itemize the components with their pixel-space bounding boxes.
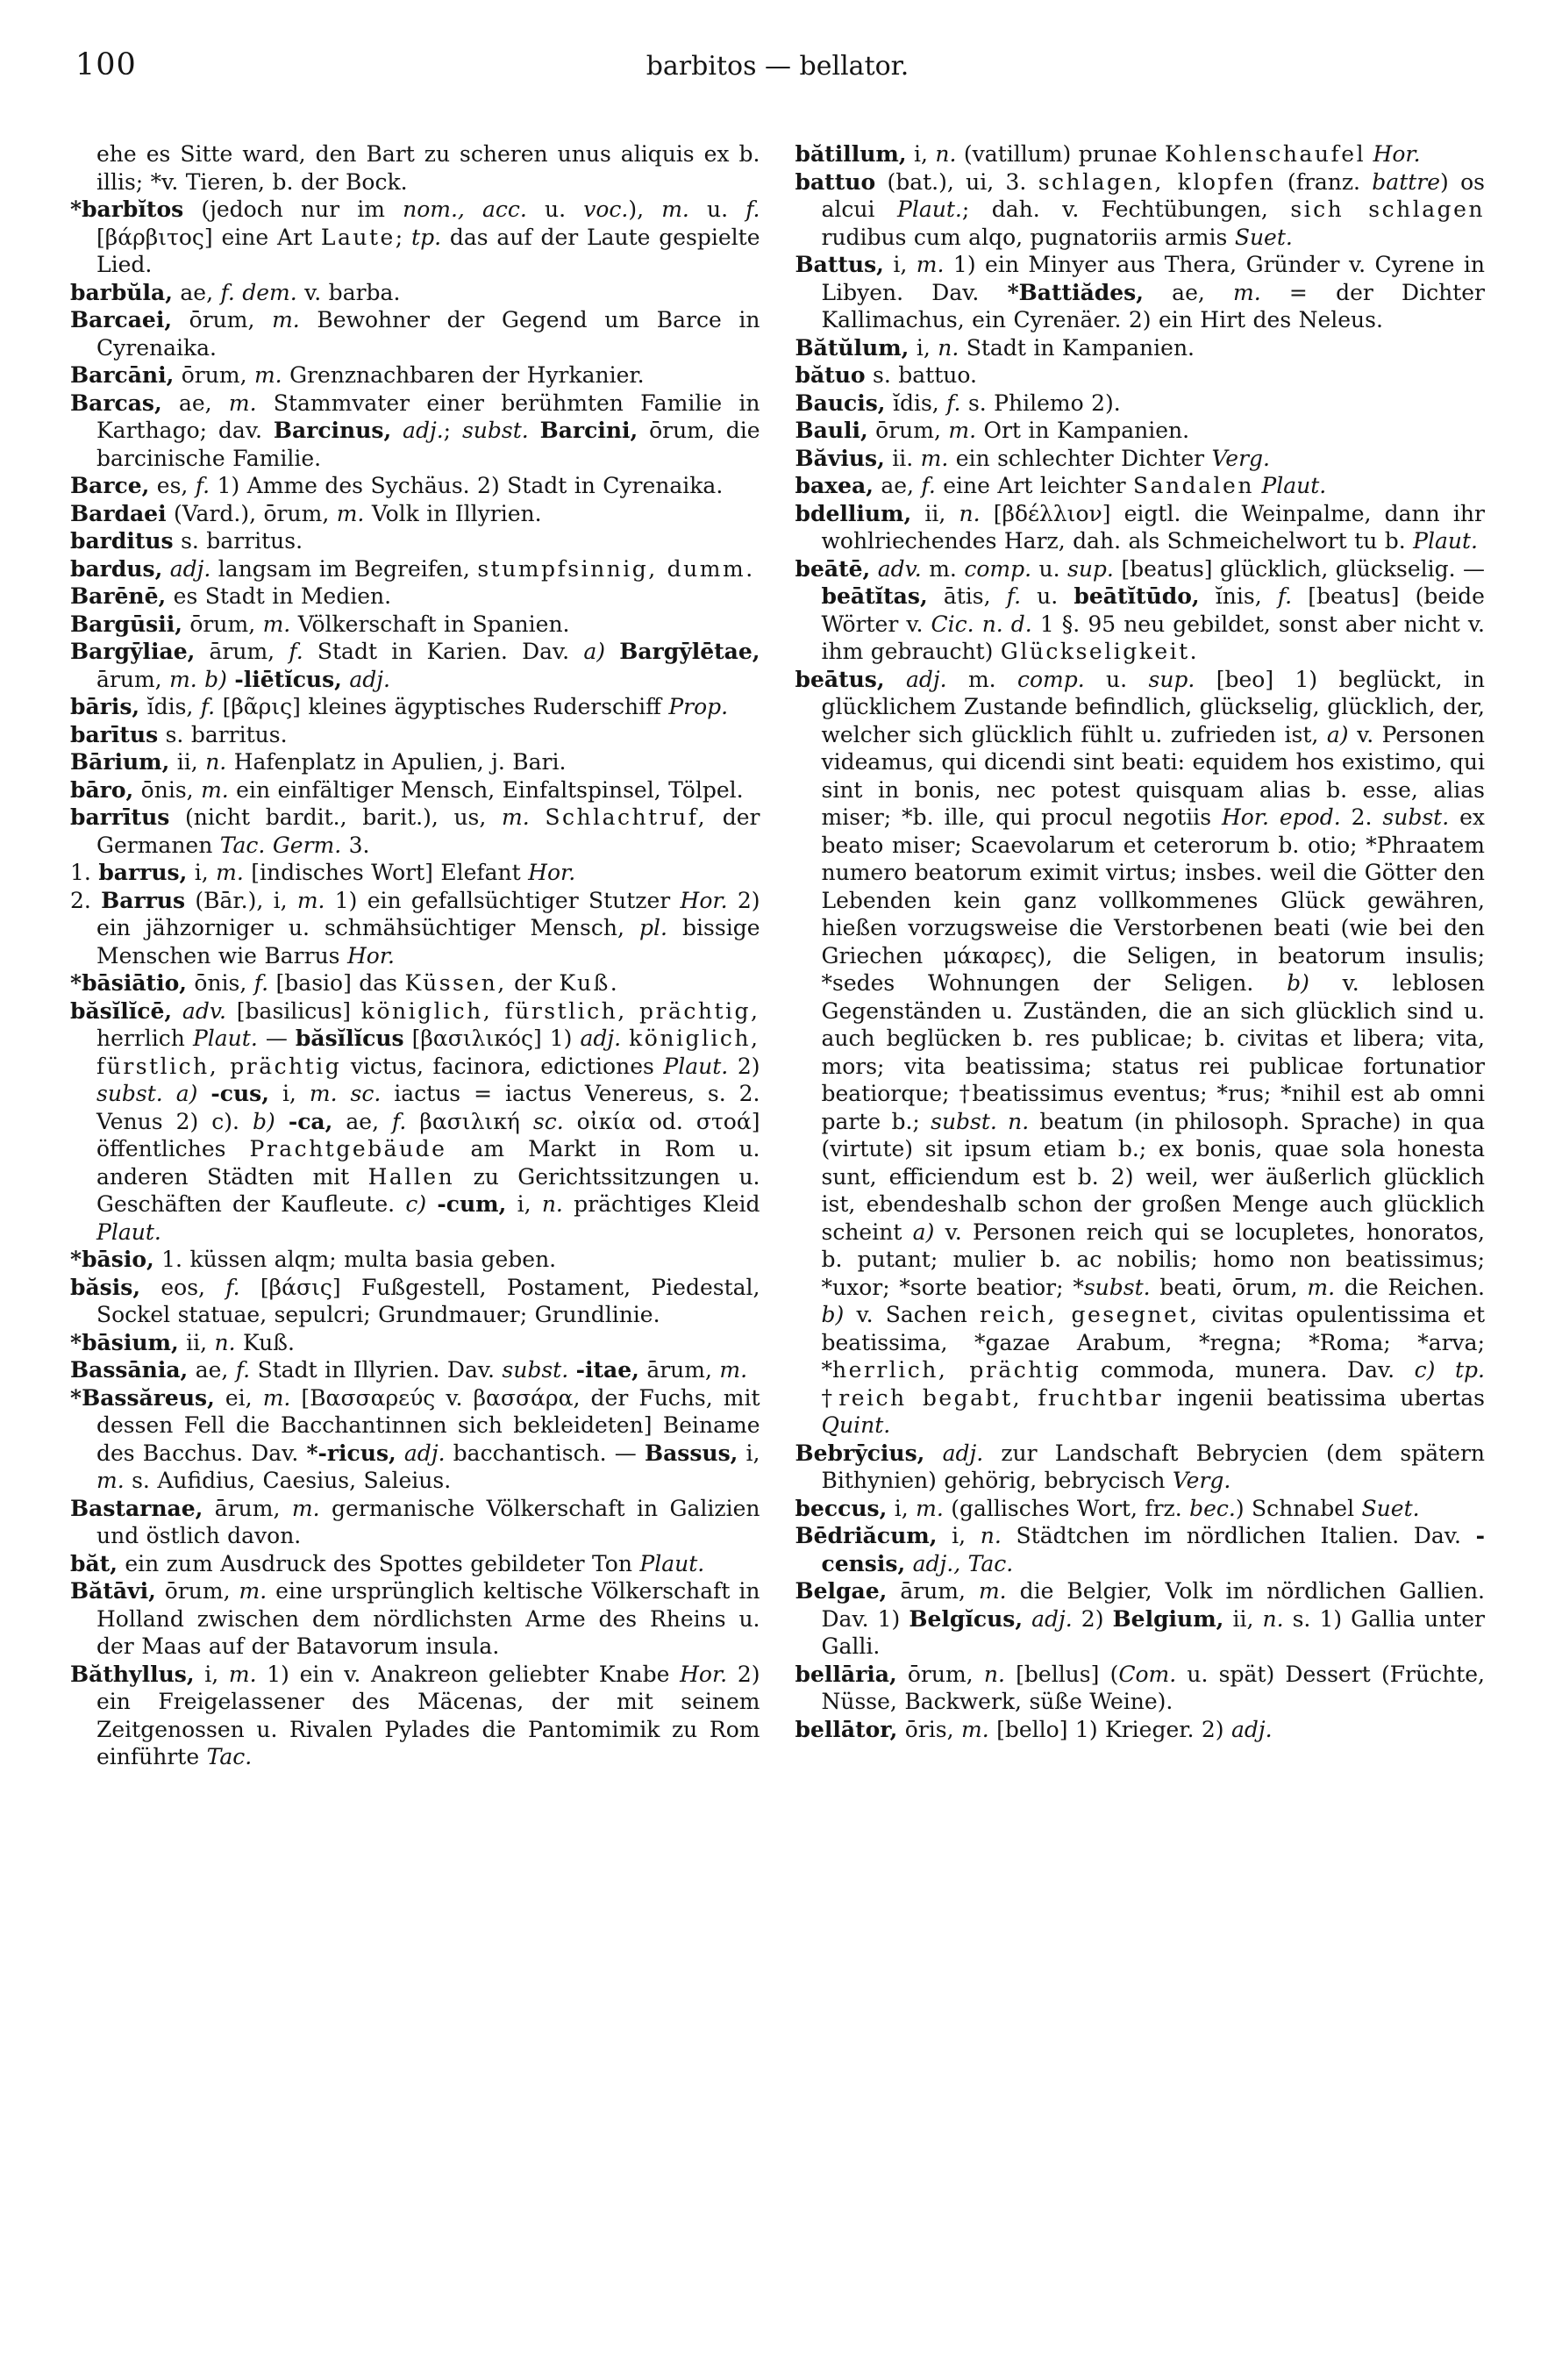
- dictionary-entry: Bătŭlum, i, n. Stadt in Kampanien.: [795, 334, 1195, 361]
- dictionary-entry: battuo (bat.), ui, 3. schlagen, klopfen (franz. battre) os alcui Plaut.; dah. v. Fechtübungen, sich schlagen rudibus cum alqo, pugnatoriis armis Suet.: [795, 168, 1485, 250]
- dictionary-entry: Bebrȳcius, adj. zur Landschaft Bebrycien (dem spätern Bithynien) gehörig, bebrycisch Verg.: [795, 1440, 1485, 1493]
- dictionary-entry: băt, ein zum Ausdruck des Spottes gebildeter Ton Plaut.: [70, 1550, 705, 1576]
- dictionary-entry: Belgae, ārum, m. die Belgier, Volk im nördlichen Gallien. Dav. 1) Belgĭcus, adj. 2) Belgium, ii, n. s. 1) Gallia unter Galli.: [795, 1578, 1485, 1659]
- dictionary-entry: barbŭla, ae, f. dem. v. barba.: [70, 279, 401, 305]
- column-left: [70, 140, 760, 2345]
- dictionary-entry: ehe es Sitte ward, den Bart zu scheren unus aliquis ex b. illis; *v. Tieren, b. der Bock.: [96, 141, 760, 195]
- dictionary-entry: Barcas, ae, m. Stammvater einer berühmten Familie in Karthago; dav. Barcinus, adj.; subst. Barcini, ōrum, die barcinische Familie.: [70, 390, 760, 471]
- dictionary-entry: Băvius, ii. m. ein schlechter Dichter Verg.: [795, 445, 1271, 471]
- dictionary-entry: Bastarnae, ārum, m. germanische Völkerschaft in Galizien und östlich davon.: [70, 1495, 760, 1548]
- dictionary-entry: Bargūsii, ōrum, m. Völkerschaft in Spanien.: [70, 611, 570, 637]
- dictionary-entry: bellāria, ōrum, n. [bellus] (Com. u. spät) Dessert (Früchte, Nüsse, Backwerk, süße Weine).: [795, 1661, 1485, 1714]
- dictionary-entry: Bargȳliae, ārum, f. Stadt in Karien. Dav. a) Bargȳlētae, ārum, m. b) -liētĭcus, adj.: [70, 639, 760, 692]
- dictionary-entry: băsis, eos, f. [βάσις] Fußgestell, Postament, Piedestal, Sockel statuae, sepulcri; Grundmauer; Grundlinie.: [70, 1274, 760, 1327]
- dictionary-entry: *Bassăreus, ei, m. [Βασσαρεύς v. βασσάρα, der Fuchs, mit dessen Fell die Bacchantinnen sich bekleideten] Beiname des Bacchus. Dav. *-ricus, adj. bacchantisch. — Bassus, i, m. s. Aufidius, Caesius, Saleius.: [70, 1384, 760, 1493]
- running-title: barbitos — bellator.: [646, 51, 909, 82]
- column-right: [795, 140, 1486, 2345]
- dictionary-entry: bāro, ōnis, m. ein einfältiger Mensch, Einfaltspinsel, Tölpel.: [70, 776, 744, 803]
- dictionary-entry: Barcāni, ōrum, m. Grenznachbaren der Hyrkanier.: [70, 362, 645, 388]
- dictionary-entry: Bardaei (Vard.), ōrum, m. Volk in Illyrien.: [70, 500, 542, 526]
- dictionary-entry: *bāsio, 1. küssen alqm; multa basia geben.: [70, 1247, 557, 1272]
- dictionary-entry: Battus, i, m. 1) ein Minyer aus Thera, Gründer v. Cyrene in Libyen. Dav. *Battiădes, ae, m. = der Dichter Kallimachus, ein Cyrenäer. 2) ein Hirt des Neleus.: [795, 252, 1485, 332]
- dictionary-entry: 1. barrus, i, m. [indisches Wort] Elefant Hor.: [70, 860, 576, 885]
- dictionary-entry: 2. Barrus (Bār.), i, m. 1) ein gefallsüchtiger Stutzer Hor. 2) ein jähzorniger u. schmähsüchtiger Mensch, pl. bissige Menschen wie Barrus Hor.: [70, 887, 760, 968]
- dictionary-entry: Barēnē, es Stadt in Medien.: [70, 583, 392, 609]
- dictionary-entry: Bătāvi, ōrum, m. eine ursprünglich keltische Völkerschaft in Holland zwischen dem nördlichsten Arme des Rheins u. der Maas auf der Batavorum insula.: [70, 1578, 760, 1659]
- dictionary-entry: Bēdriăcum, i, n. Städtchen im nördlichen Italien. Dav. -censis, adj., Tac.: [795, 1523, 1485, 1576]
- dictionary-entry: Baucis, ĭdis, f. s. Philemo 2).: [795, 390, 1121, 416]
- dictionary-entry: Barcaei, ōrum, m. Bewohner der Gegend um Barce in Cyrenaika.: [70, 307, 760, 361]
- text-columns: [70, 140, 1485, 2345]
- dictionary-entry: *bāsiātio, ōnis, f. [basio] das Küssen, der Kuß.: [70, 970, 620, 996]
- dictionary-entry: băsĭlĭcē, adv. [basilicus] königlich, fürstlich, prächtig, herrlich Plaut. — băsĭlĭcus [βασιλικός] 1) adj. königlich, fürstlich, prächtig victus, facinora, edictiones Plaut. 2) subst. a) -cus, i, m. sc. iactus = iactus Venereus, s. 2. Venus 2) c). b) -ca, ae, f. βασιλική sc. οἰκία od. στοά] öffentliches Prachtgebäude am Markt in Rom u. anderen Städten mit Hallen zu Gerichtssitzungen u. Geschäften der Kaufleute. c) -cum, i, n. prächtiges Kleid Plaut.: [70, 997, 760, 1245]
- dictionary-entry: beccus, i, m. (gallisches Wort, frz. bec.) Schnabel Suet.: [795, 1495, 1420, 1521]
- dictionary-entry: bătillum, i, n. (vatillum) prunae Kohlenschaufel Hor.: [795, 141, 1421, 167]
- dictionary-entry: *bāsium, ii, n. Kuß.: [70, 1329, 295, 1355]
- dictionary-entry: bardus, adj. langsam im Begreifen, stumpfsinnig, dumm.: [70, 555, 755, 582]
- dictionary-entry: beātē, adv. m. comp. u. sup. [beatus] glücklich, glückselig. — beātĭtas, ātis, f. u. beātĭtūdo, ĭnis, f. [beatus] (beide Wörter v. Cic. n. d. 1 §. 95 neu gebildet, sonst aber nicht v. ihm gebraucht) Glückseligkeit.: [795, 555, 1485, 664]
- dictionary-entry: barditus s. barritus.: [70, 528, 303, 554]
- page-number: 100: [75, 47, 137, 82]
- dictionary-entry: bdellium, ii, n. [βδέλλιον] eigtl. die Weinpalme, dann ihr wohlriechendes Harz, dah. als Schmeichelwort tu b. Plaut.: [795, 500, 1485, 554]
- dictionary-entry: bellātor, ōris, m. [bello] 1) Krieger. 2) adj.: [795, 1716, 1273, 1742]
- dictionary-entry: *barbĭtos (jedoch nur im nom., acc. u. voc.), m. u. f. [βάρβιτος] eine Art Laute; tp. das auf der Laute gespielte Lied.: [70, 197, 760, 277]
- dictionary-entry: baxea, ae, f. eine Art leichter Sandalen Plaut.: [795, 473, 1327, 498]
- dictionary-entry: Barce, es, f. 1) Amme des Sychäus. 2) Stadt in Cyrenaika.: [70, 473, 724, 498]
- dictionary-entry: bătuo s. battuo.: [795, 362, 977, 388]
- dictionary-entry: Băthyllus, i, m. 1) ein v. Anakreon geliebter Knabe Hor. 2) ein Freigelassener des Mäcenas, der mit seinem Zeitgenossen u. Rivalen Pylades die Pantomimik zu Rom einführte Tac.: [70, 1661, 760, 1769]
- dictionary-entry: Bassānia, ae, f. Stadt in Illyrien. Dav. subst. -itae, ārum, m.: [70, 1357, 748, 1383]
- dictionary-entry: barītus s. barritus.: [70, 721, 288, 747]
- dictionary-entry: Bārium, ii, n. Hafenplatz in Apulien, j. Bari.: [70, 749, 567, 775]
- dictionary-entry: beātus, adj. m. comp. u. sup. [beo] 1) beglückt, in glücklichem Zustande befindlich, glückselig, glücklich, der, welcher sich glücklich fühlt u. zufrieden ist, a) v. Personen videamus, qui dicendi sint beati: equidem hos existimo, qui sint in bonis, nec potest quisquam alias b. esse, alias miser; *b. ille, qui procul negotiis Hor. epod. 2. subst. ex beato miser; Scaevolarum et ceterorum b. otio; *Phraatem numero beatorum eximit virtus; insbes. weil die Götter den Lebenden kein ganz vollkommenes Glück gewähren, hießen vorzugsweise die Verstorbenen beati (wie bei den Griechen μάκαρες), die Seligen, in beatorum insulis; *sedes Wohnungen der Seligen. b) v. leblosen Gegenständen u. Zuständen, die an sich glücklich sind u. auch beglücken b. res publicae; b. civitas et libera; vita, mors; vita beatissima; status rei publicae fortunatior beatiorque; †beatissimus eventus; *rus; *nihil est ab omni parte b.; subst. n. beatum (in philosoph. Sprache) in qua (virtute) sit ipsum etiam b.; ex bonis, quae sola honesta sunt, efficiendum est b. 2) weil, wer äußerlich glücklich ist, ebendeshalb schon der großen Menge auch glücklich scheint a) v. Personen reich qui se locupletes, honoratos, b. putant; mulier b. ac nobilis; homo non beatissimus; *uxor; *sorte beatior; *subst. beati, ōrum, m. die Reichen. b) v. Sachen reich, gesegnet, civitas opulentissima et beatissima, *gazae Arabum, *regna; *Roma; *arva; *herrlich, prächtig commoda, munera. Dav. c) tp. †reich begabt, fruchtbar ingenii beatissima ubertas Quint.: [795, 666, 1485, 1438]
- dictionary-entry: barrītus (nicht bardit., barit.), us, m. Schlachtruf, der Germanen Tac. Germ. 3.: [70, 804, 760, 858]
- dictionary-entry: bāris, ĭdis, f. [βᾶρις] kleines ägyptisches Ruderschiff Prop.: [70, 694, 729, 719]
- dictionary-entry: Bauli, ōrum, m. Ort in Kampanien.: [795, 418, 1190, 443]
